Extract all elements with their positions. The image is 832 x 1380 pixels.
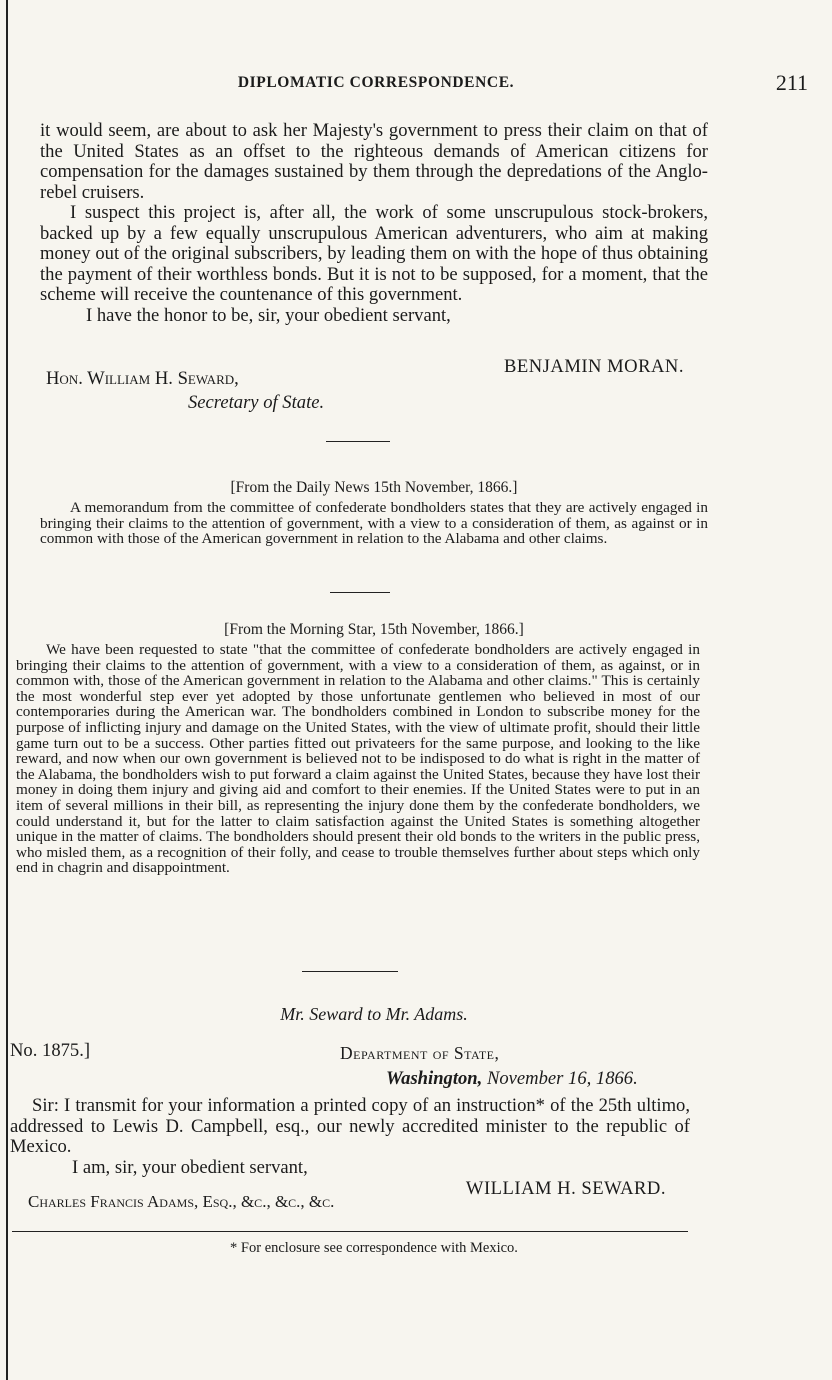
page-number: 211	[775, 70, 808, 95]
letter-2-closing: I am, sir, your obedient servant,	[72, 1156, 308, 1178]
letter-2-body: Sir: I transmit for your information a printed copy of an instruction* of the 25th ultimo, addressed to Lewis D. Campbell, esq., our newly accredited minister to the republic of Mexico.	[10, 1095, 690, 1157]
letter-2-heading: Mr. Seward to Mr. Adams.	[280, 1004, 468, 1024]
letter-2-body-block	[10, 1096, 690, 1178]
letter-2-dateline	[386, 1068, 638, 1090]
section-divider	[330, 592, 390, 593]
page-header	[40, 70, 808, 102]
section-divider	[302, 971, 398, 972]
letter-1-paragraph-1: it would seem, are about to ask her Majesty's government to press their claim on that of the United States as an offset to the righteous demands of American citizens for compensation for the damages sustained by them through the depredations of the Anglo-rebel cruisers.	[40, 120, 708, 203]
letter-1-addressee-title: Secretary of State.	[188, 392, 325, 413]
running-head: DIPLOMATIC CORRESPONDENCE.	[237, 74, 515, 91]
letter-2-number: No. 1875.]	[10, 1040, 91, 1061]
clipping-2-text: We have been requested to state "that the committee of confederate bondholders are actively engaged in bringing their claims to the attention of government, with a view to a consideration of them, as against, or in common with, those of the American government in relation to the Alabama and other claims." This is certainly the most wonderful step ever yet adopted by those unfortunate gentlemen who believed in most of our contemporaries during the American war. The bondholders combined in London to subscribe money for the purpose of inflicting injury and damage on the United States, with the view of ultimate profit, should their little game turn out to be a success. Other parties fitted out privateers for the same purpose, and looking to the like reward, and now when our own government is believed not to be indisposed to do what is right in the matter of the Alabama, the bondholders wish to put forward a claim against the United States, because they have lost their money in doing them injury and giving aid and comfort to their enemies. If the United States were to put in an item of several millions in their bill, as representing the injury done them by the confederate bondholders, we could understand it, but for the latter to claim satisfaction against the United States is something altogether unique in the matter of claims. The bondholders should present their old bonds to the writers in the public press, who misled them, as a recognition of their folly, and cease to trouble themselves further about steps which only end in chagrin and disappointment.	[16, 641, 700, 877]
clipping-2-body	[16, 642, 700, 876]
clipping-1-body	[40, 500, 708, 547]
clipping-2-source: [From the Morning Star, 15th November, 1866.]	[224, 621, 524, 638]
letter-2-addressee: Charles Francis Adams, Esq., &c., &c., &c.	[28, 1192, 335, 1211]
footnote: * For enclosure see correspondence with Mexico.	[230, 1240, 518, 1256]
letter-2-place: Washington,	[386, 1068, 483, 1089]
letter-2-date: November 16, 1866.	[486, 1068, 638, 1089]
letter-1-signature: BENJAMIN MORAN.	[503, 356, 684, 377]
letter-1-addressee: Hon. William H. Seward,	[46, 368, 239, 389]
clipping-1-text: A memorandum from the committee of confederate bondholders states that they are actively engaged in bringing their claims to the attention of government, with a view to a consideration of them, as against or in common with those of the American government in relation to the Alabama and other claims.	[40, 499, 708, 548]
letter-2-signature: WILLIAM H. SEWARD.	[465, 1178, 666, 1199]
letter-1-closing: I have the honor to be, sir, your obedient servant,	[86, 304, 451, 326]
letter-2-department: Department of State,	[340, 1043, 500, 1063]
letter-1-body	[40, 121, 708, 326]
section-divider	[326, 441, 390, 442]
clipping-1-source: [From the Daily News 15th November, 1866.]	[230, 479, 518, 496]
footnote-rule	[12, 1231, 688, 1232]
binding-edge	[6, 0, 8, 1380]
letter-1-paragraph-2: I suspect this project is, after all, the work of some unscrupulous stock-brokers, backed up by a few equally unscrupulous American adventurers, who aim at making money out of the original subscribers, by leading them on with the hope of thus obtaining the payment of their worthless bonds. But it is not to be supposed, for a moment, that the scheme will receive the countenance of this government.	[40, 202, 708, 305]
